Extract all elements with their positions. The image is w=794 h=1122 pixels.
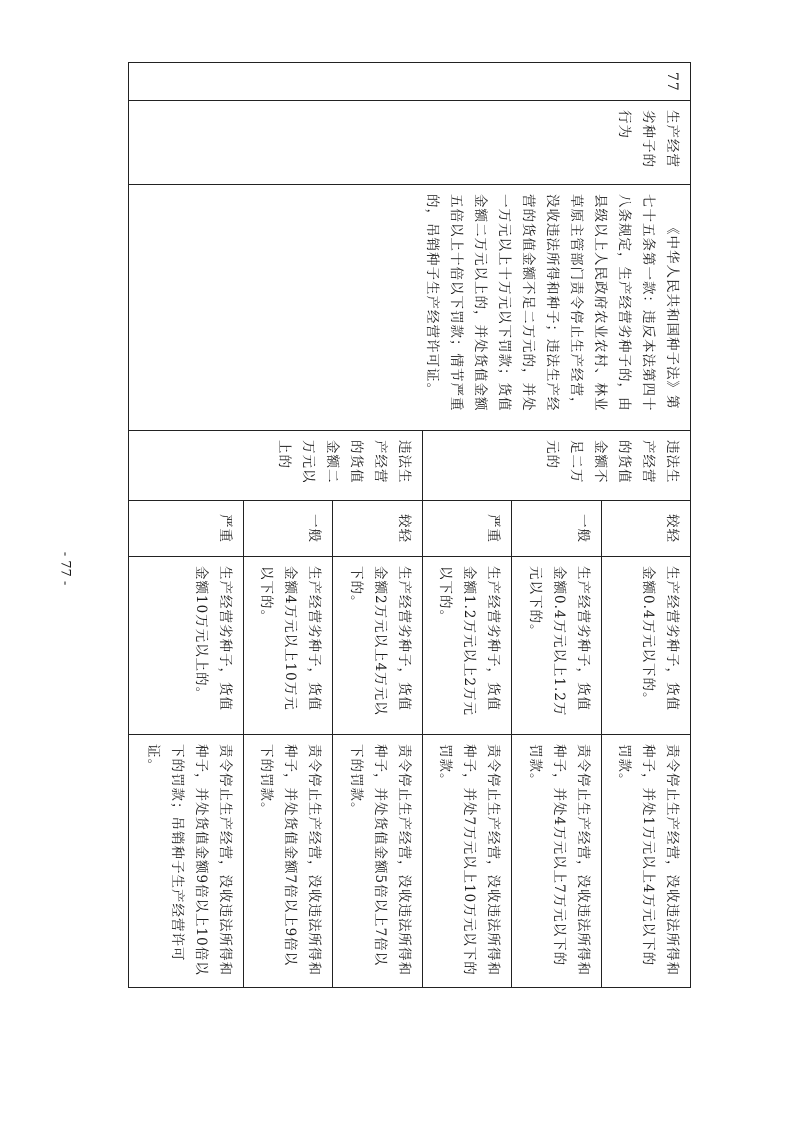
discretion-standard: 生产经营劣种子，货值金额4万元以上10万元以下的。 [243,557,332,735]
circumstance-label: 违法生产经营的货值金额不足二万元的 [422,431,690,501]
discretion-standard: 生产经营劣种子，货值金额1.2万元以上2万元以下的。 [422,557,511,735]
page-number: - 77 - [57,551,73,585]
table-row [601,63,690,988]
discretion-standard: 生产经营劣种子，货值金额10万元以上的。 [129,557,244,735]
penalty-standard-table [128,62,691,988]
penalty-text: 责令停止生产经营，没收违法所得和种子，并处货值金额9倍以上10倍以下的罚款；吊销种子生产经营许可证。 [129,735,244,988]
severity-level: 一般 [243,501,332,557]
violation-name: 生产经营劣种子的行为 [129,101,691,185]
row-index: 77 [129,63,691,101]
severity-level: 严重 [422,501,511,557]
severity-level: 严重 [129,501,244,557]
penalty-text: 责令停止生产经营，没收违法所得和种子，并处1万元以上4万元以下的罚款。 [601,735,690,988]
penalty-text: 责令停止生产经营，没收违法所得和种子，并处4万元以上7万元以下的罚款。 [512,735,601,988]
penalty-text: 责令停止生产经营，没收违法所得和种子，并处7万元以上10万元以下的罚款。 [422,735,511,988]
penalty-text: 责令停止生产经营，没收违法所得和种子，并处货值金额5倍以上7倍以下的罚款。 [333,735,422,988]
severity-level: 较轻 [601,501,690,557]
severity-level: 较轻 [333,501,422,557]
discretion-standard: 生产经营劣种子，货值金额0.4万元以下的。 [601,557,690,735]
penalty-table-container [128,62,691,987]
legal-basis: 《中华人民共和国种子法》第七十五条第一款：违反本法第四十八条规定，生产经营劣种子的，由县级以上人民政府农业农村、林业草原主管部门责令停止生产经营，没收违法所得和种子；违法生产经营的货值金额不足二万元的，并处一万元以上十万元以下罚款；货值金额二万元以上的，并处货值金额五倍以上十倍以下罚款；情节严重的，吊销种子生产经营许可证。 [129,185,691,431]
penalty-text: 责令停止生产经营，没收违法所得和种子，并处货值金额7倍以上9倍以下的罚款。 [243,735,332,988]
severity-level: 一般 [512,501,601,557]
circumstance-label: 违法生产经营的货值金额二万元以上的 [129,431,423,501]
discretion-standard: 生产经营劣种子，货值金额0.4万元以上1.2万元以下的。 [512,557,601,735]
discretion-standard: 生产经营劣种子，货值金额2万元以上4万元以下的。 [333,557,422,735]
